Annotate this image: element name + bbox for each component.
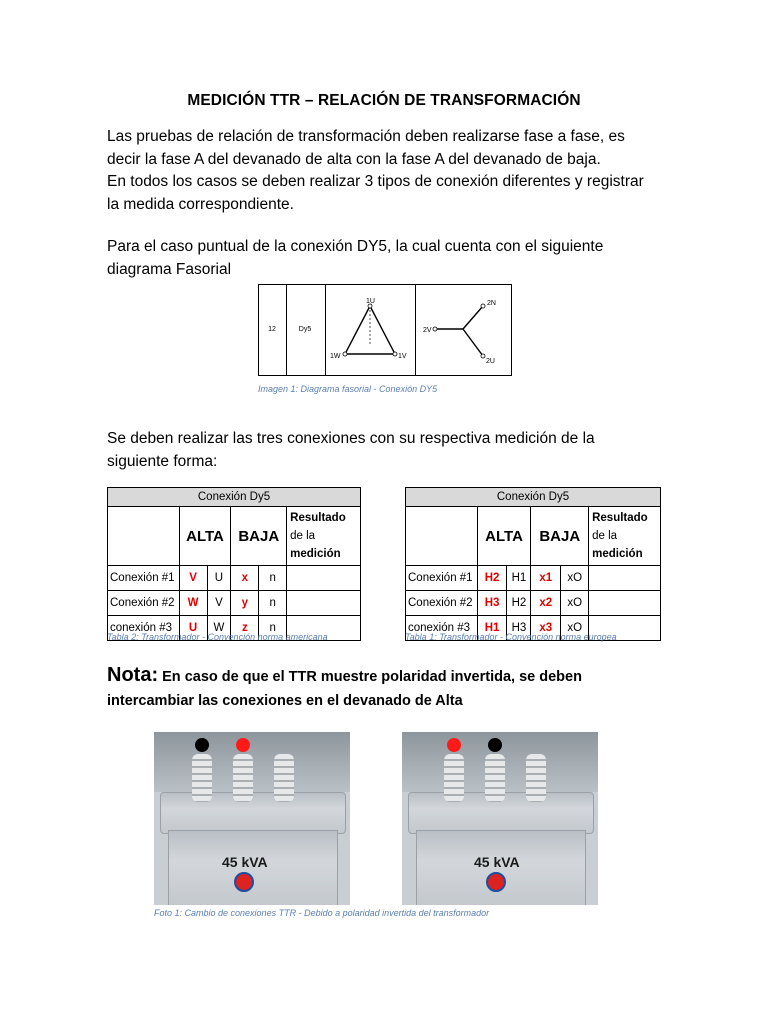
brand-logo — [486, 872, 506, 892]
table-us-caption: Tabla 2: Transformador - Convención norma americana — [107, 632, 328, 642]
connections-line: siguiente forma: — [107, 452, 218, 470]
table-eu-caption: Tabla 1: Transformador - Convención norma europea — [405, 632, 617, 642]
photo-caption: Foto 1: Cambio de conexiones TTR - Debido a polaridad invertida del transformador — [154, 908, 490, 918]
empty-cell — [406, 507, 478, 566]
intro-line: la medida correspondiente. — [107, 195, 294, 213]
transformer-photo-swapped — [402, 732, 598, 905]
result-cell — [589, 566, 661, 591]
intro-line: En todos los casos se deben realizar 3 tipos de conexión diferentes y registrar — [107, 173, 644, 190]
table-row: Conexión #1 V U x n — [108, 566, 361, 591]
note-line: intercambiar las conexiones en el devanado de Alta — [107, 693, 463, 709]
baja-header: BAJA — [231, 507, 287, 566]
table-header: Conexión Dy5 — [108, 488, 361, 507]
connections-line: Se deben realizar las tres conexiones con su respectiva medición de la — [107, 430, 595, 447]
alta-header: ALTA — [477, 507, 531, 566]
kva-label: 45 kVA — [474, 854, 520, 870]
black-marker — [195, 738, 209, 752]
result-cell — [589, 591, 661, 616]
label-2v: 2V — [423, 327, 432, 334]
label-1v: 1V — [398, 353, 407, 360]
note-line: En caso de que el TTR muestre polaridad invertida, se deben — [158, 669, 582, 685]
table-us-convention — [107, 487, 361, 641]
result-cell — [287, 591, 361, 616]
brand-logo — [234, 872, 254, 892]
diagram-caption: Imagen 1: Diagrama fasorial - Conexión DY5 — [258, 384, 438, 394]
alta-header: ALTA — [179, 507, 231, 566]
result-header: Resultado de la medición — [287, 507, 361, 566]
black-marker — [488, 738, 502, 752]
table-row: Conexión #1 H2 H1 x1 xO — [406, 566, 661, 591]
diagram-clock-number: 12 — [268, 326, 276, 333]
label-1w: 1W — [330, 353, 341, 360]
phasor-diagram — [258, 284, 512, 376]
baja-header: BAJA — [531, 507, 589, 566]
intro-paragraph — [107, 126, 687, 216]
case-line: diagrama Fasorial — [107, 260, 232, 278]
intro-line: decir la fase A del devanado de alta con la fase A del devanado de baja. — [107, 150, 601, 168]
case-paragraph — [107, 236, 687, 281]
table-row: Conexión #2 W V y n — [108, 591, 361, 616]
page-title: MEDICIÓN TTR – RELACIÓN DE TRANSFORMACIÓN — [187, 92, 581, 109]
table-row: conexión #3 H1 H3 x3 xO — [406, 616, 661, 641]
note-label: Nota: — [107, 664, 159, 686]
label-1u: 1U — [366, 298, 375, 305]
result-cell — [287, 566, 361, 591]
transformer-photo-original — [154, 732, 350, 905]
red-marker — [236, 738, 250, 752]
case-line: Para el caso puntual de la conexión DY5, la cual cuenta con el siguiente — [107, 238, 604, 255]
diagram-vector-group: Dy5 — [298, 326, 312, 333]
table-eu-convention — [405, 487, 661, 641]
red-marker — [447, 738, 461, 752]
table-header: Conexión Dy5 — [406, 488, 661, 507]
table-row: Conexión #2 H3 H2 x2 xO — [406, 591, 661, 616]
table-row: conexión #3 U W z n — [108, 616, 361, 641]
note-paragraph — [107, 663, 667, 713]
kva-label: 45 kVA — [222, 854, 268, 870]
label-2n: 2N — [487, 300, 496, 307]
result-header: Resultado de la medición — [589, 507, 661, 566]
label-2u: 2U — [486, 358, 495, 365]
connections-paragraph — [107, 428, 687, 473]
empty-cell — [108, 507, 180, 566]
intro-line: Las pruebas de relación de transformación deben realizarse fase a fase, es — [107, 128, 625, 145]
